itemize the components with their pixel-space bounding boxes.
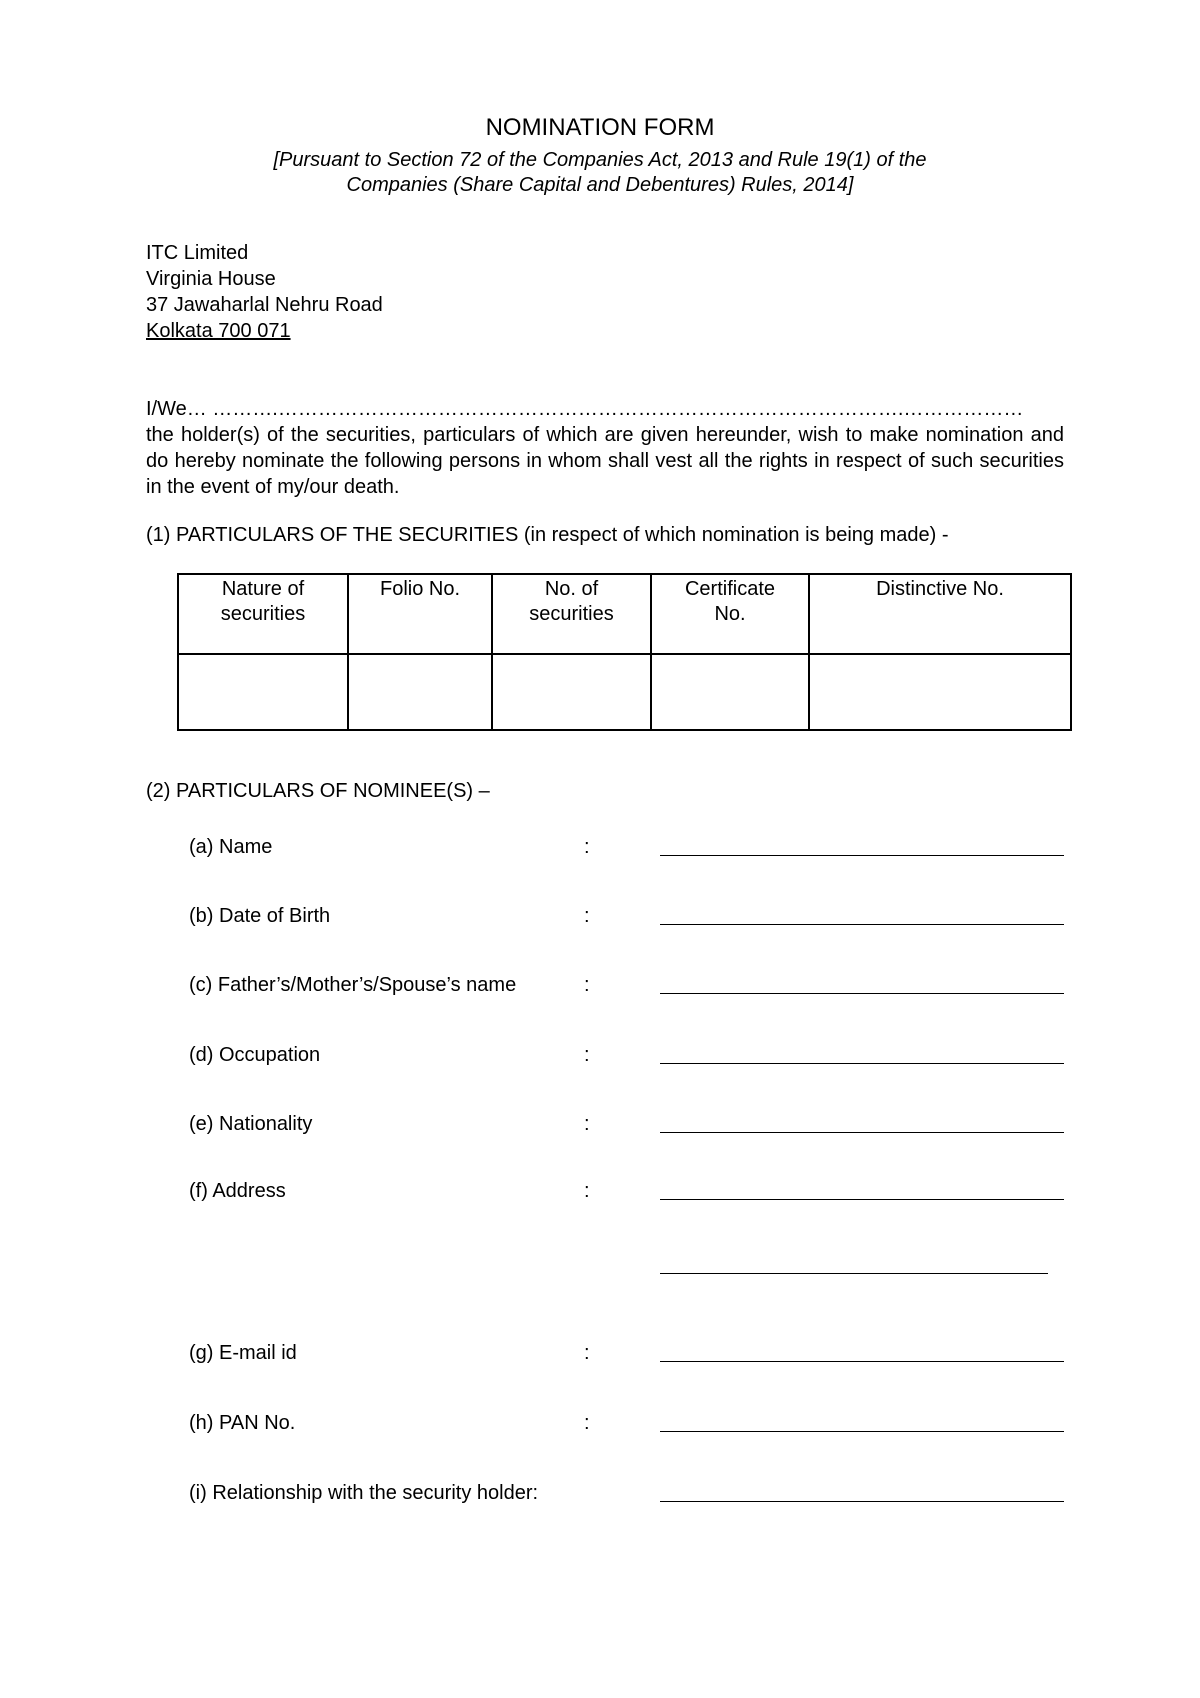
subtitle-line-2: Companies (Share Capital and Debentures) Rules, 2014] <box>346 174 854 196</box>
column-header-nature: Nature of securities <box>178 574 348 654</box>
address-line-1: ITC Limited <box>146 242 249 264</box>
field-colon: : <box>584 836 590 858</box>
field-colon: : <box>584 1113 590 1135</box>
form-subtitle <box>0 148 1200 198</box>
column-header-certificate: Certificate No. <box>651 574 809 654</box>
field-label-nationality: (e) Nationality <box>189 1113 313 1135</box>
pan-input-line[interactable] <box>660 1431 1064 1432</box>
subtitle-line-1: [Pursuant to Section 72 of the Companies Act, 2013 and Rule 19(1) of the <box>273 149 927 171</box>
field-label-parent-spouse: (c) Father’s/Mother’s/Spouse’s name <box>189 974 517 996</box>
address-line-4: Kolkata 700 071 <box>146 320 291 342</box>
field-label-email: (g) E-mail id <box>189 1342 297 1364</box>
declaration-paragraph <box>146 396 1064 500</box>
declaration-name-blank[interactable]: I/We… ……….………………………………………………………………………………….……………… <box>146 398 1024 420</box>
field-label-relationship: (i) Relationship with the security holder: <box>189 1482 539 1504</box>
address-input-line-1[interactable] <box>660 1199 1064 1200</box>
column-header-folio: Folio No. <box>348 574 492 654</box>
securities-table <box>177 573 1072 731</box>
field-label-pan: (h) PAN No. <box>189 1412 296 1434</box>
cell-distinctive[interactable] <box>809 654 1071 730</box>
field-colon: : <box>584 1412 590 1434</box>
nationality-input-line[interactable] <box>660 1132 1064 1133</box>
form-title: NOMINATION FORM <box>485 114 715 141</box>
email-input-line[interactable] <box>660 1361 1064 1362</box>
nominee-heading: (2) PARTICULARS OF NOMINEE(S) – <box>146 780 490 802</box>
column-header-distinctive: Distinctive No. <box>809 574 1071 654</box>
relationship-input-line[interactable] <box>660 1501 1064 1502</box>
address-input-line-2[interactable] <box>660 1273 1048 1274</box>
declaration-body: the holder(s) of the securities, particulars of which are given hereunder, wish to make nomination and do hereby nominate the following persons in whom shall vest all the rights in respect of such securities in the event of my/our death. <box>146 424 1064 498</box>
securities-header-row <box>178 574 1071 654</box>
name-input-line[interactable] <box>660 855 1064 856</box>
field-label-occupation: (d) Occupation <box>189 1044 321 1066</box>
field-label-address: (f) Address <box>189 1180 286 1202</box>
field-label-name: (a) Name <box>189 836 273 858</box>
field-colon: : <box>584 1044 590 1066</box>
securities-heading: (1) PARTICULARS OF THE SECURITIES (in respect of which nomination is being made) - <box>146 524 949 546</box>
table-row <box>178 654 1071 730</box>
cell-nature[interactable] <box>178 654 348 730</box>
field-colon: : <box>584 1342 590 1364</box>
cell-certificate[interactable] <box>651 654 809 730</box>
field-colon: : <box>584 1180 590 1202</box>
dob-input-line[interactable] <box>660 924 1064 925</box>
field-colon: : <box>584 905 590 927</box>
address-line-2: Virginia House <box>146 268 276 290</box>
occupation-input-line[interactable] <box>660 1063 1064 1064</box>
field-label-dob: (b) Date of Birth <box>189 905 331 927</box>
company-address <box>146 240 383 344</box>
address-line-3: 37 Jawaharlal Nehru Road <box>146 294 383 316</box>
column-header-quantity: No. of securities <box>492 574 651 654</box>
cell-quantity[interactable] <box>492 654 651 730</box>
field-colon: : <box>584 974 590 996</box>
parent-spouse-input-line[interactable] <box>660 993 1064 994</box>
cell-folio[interactable] <box>348 654 492 730</box>
